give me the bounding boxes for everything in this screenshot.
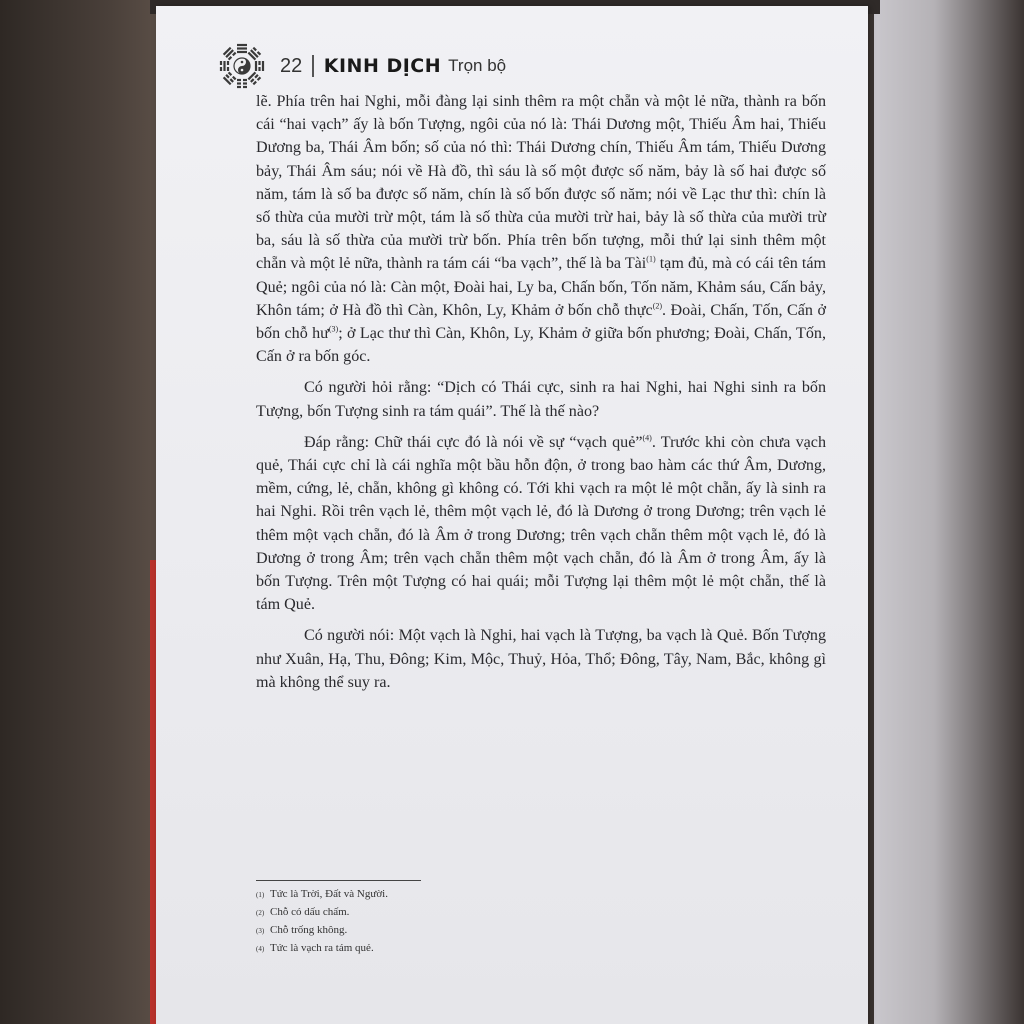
paragraph-1: lẽ. Phía trên hai Nghi, mỗi đàng lại sinh thêm ra một chẵn và một lẻ nữa, thành ra bốn cái “hai vạch” ấy là bốn Tượng, ngôi của nó là: Thái Dương một, Thiếu Âm hai, Thiếu Dương ba, Thái Âm bốn; số của nó thì: Thái Dương chín, Thiếu Âm tám, Thiếu Dương bảy, Thái Âm sáu; nói về Hà đồ, thì sáu là số một được số năm, bảy là số hai được số năm, tám là số ba được số năm, chín là số bốn được số năm; nói về Lạc thư thì: chín là số thừa của mười trừ một, tám là số thừa của mười trừ hai, bảy là số thừa của mười trừ ba, sáu là số thừa của mười trừ bốn. Phía trên bốn tượng, mỗi thứ lại sinh thêm một chẵn và một lẻ nữa, thành ra tám cái “ba vạch”, thế là ba Tài$^{(1)}$ tạm đủ, mà có cái tên tám Quẻ; ngôi của nó là: Càn một, Đoài hai, Ly ba, Chấn bốn, Tốn năm, Khảm sáu, Cấn bảy, Khôn tám; ở Hà đồ thì Càn, Khôn, Ly, Khảm ở bốn chỗ thực$^{(2)}$. Đoài, Chấn, Tốn, Cấn ở bốn chỗ $hư^{(3)}$; ở Lạc thư thì Càn, Khôn, Ly, Khảm ở giữa bốn phương; Đoài, Chấn, Tốn, Cấn ở ra bốn góc. bbox=[256, 93, 826, 366]
paragraph-4: Có người nói: Một vạch là Nghi, hai vạch là Tượng, ba vạch là Quẻ. Bốn Tượng như Xuân, Hạ, Thu, Đông; Kim, Mộc, Thuỷ, Hỏa, Thổ; Đông, Tây, Nam, Bắc, không gì mà không thể suy ra. bbox=[256, 627, 826, 691]
paragraph-2: Có người hỏi rằng: “Dịch có Thái cực, sinh ra hai Nghi, hai Nghi sinh ra bốn Tượng, bốn Tượng sinh ra tám quái”. Thế là thế nào? bbox=[256, 379, 826, 420]
footnote-ref-4: (4) bbox=[642, 433, 652, 443]
page-number: 22 bbox=[280, 54, 303, 77]
background-left bbox=[0, 0, 158, 1024]
header-separator bbox=[312, 55, 314, 77]
footnote-3: (3) Chỗ trống không. bbox=[256, 924, 348, 936]
bagua-logo-icon bbox=[218, 42, 266, 90]
footnote-4: (4) Tức là vạch ra tám quẻ. bbox=[256, 942, 374, 954]
footnote-ref-1: (1) bbox=[646, 255, 656, 265]
footnote-ref-3: (3) bbox=[328, 324, 339, 334]
book-subtitle: Trọn bộ bbox=[448, 56, 507, 75]
footnote-divider bbox=[256, 880, 421, 881]
page-header bbox=[218, 41, 698, 91]
footnote-ref-2: (2) bbox=[652, 301, 663, 311]
background-right bbox=[874, 0, 1024, 1024]
footnotes bbox=[256, 886, 656, 958]
book-page bbox=[156, 6, 868, 1024]
body-text bbox=[256, 90, 826, 694]
book-title: KINH DỊCH bbox=[323, 55, 442, 77]
paragraph-3: Đáp rằng: Chữ thái cực đó là nói về sự “vạch quẻ”$^{(4)}$. Trước khi còn chưa vạch quẻ, Thái cực chỉ là cái nghĩa một bầu hỗn độn, ở trong bao hàm các thứ Âm, Dương, mềm, cứng, lẻ, chẵn, không gì không có. Tới khi vạch ra một lẻ một chẵn, ấy là sinh ra hai Nghi. Rồi trên vạch lẻ, thêm một vạch lẻ, đó là Dương ở trong Dương; trên vạch lẻ thêm một vạch chẵn, đó là Âm ở trong Dương; trên vạch chẵn thêm một vạch lẻ, đó là Dương ở trong Âm; trên vạch chẵn thêm một vạch chẵn, đó là Âm ở trong Âm, ấy là bốn Tượng. Trên một Tượng có hai quái; mỗi Tượng lại thêm một lẻ một chẵn, thế là tám Quẻ. bbox=[256, 433, 826, 614]
footnote-1: (1) Tức là Trời, Đất và Người. bbox=[256, 888, 388, 900]
footnote-2: (2) Chỗ có dấu chấm. bbox=[256, 906, 350, 918]
